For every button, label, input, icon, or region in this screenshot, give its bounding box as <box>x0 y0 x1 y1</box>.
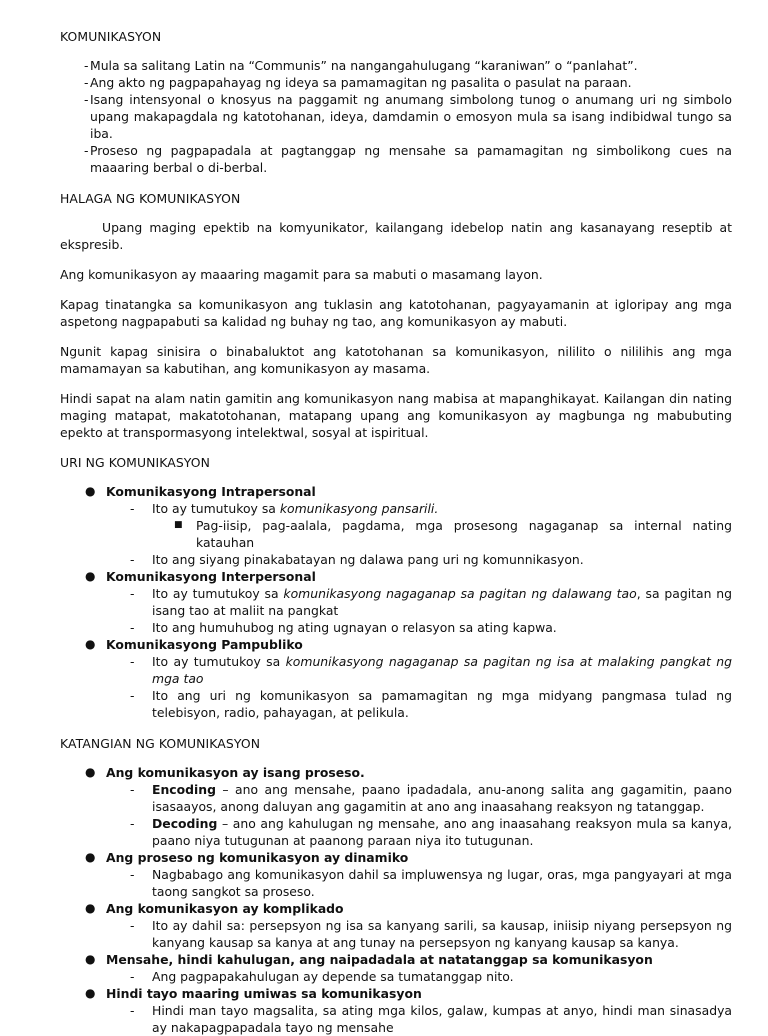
types-list <box>60 483 732 721</box>
characteristics-list <box>60 764 732 1036</box>
list-item: - Mula sa salitang Latin na “Communis” na nangangahulugang “karaniwan” o “panlahat”. <box>84 58 638 73</box>
sub-list <box>106 917 732 951</box>
list-item: ■ Pag-iisip, pag-aalala, pagdama, mga prosesong nagaganap sa internal nating katauhan <box>174 518 732 550</box>
sub-list <box>106 968 732 985</box>
list-item: ● Mensahe, hindi kahulugan, ang naipadadala at natatanggap sa komunikasyon - Ang pagpapakahulugan ay depende sa tumatanggap nito. <box>60 951 732 985</box>
paragraph: Kapag tinatangka sa komunikasyon ang tuklasin ang katotohanan, pagyayamanin at igloripay ang mga aspetong nagpapabuti sa kalidad ng buhay ng tao, ang komunikasyon ay mabuti. <box>60 297 732 329</box>
square-bullet-icon: ■ <box>174 520 183 530</box>
list-item: - Isang intensyonal o knosyus na paggamit ng anumang simbolong tunog o anumang uri ng simbolo upang makapagdala ng katotohanan, ideya, damdamin o emosyon mula sa isang indibidwal tungo sa iba. <box>84 92 732 141</box>
definition-list <box>60 57 732 176</box>
bullet-icon: ● <box>85 569 96 583</box>
sub-sub-list <box>152 517 732 551</box>
paragraph: Ngunit kapag sinisira o binabaluktot ang katotohanan sa komunikasyon, nililito o nililihis ang mga mamamayan sa kabutihan, ang komunikasyon ay masama. <box>60 344 732 376</box>
paragraph: Hindi sapat na alam natin gamitin ang komunikasyon nang mabisa at mapanghikayat. Kailangan din nating maging matapat, makatotohanan, matapang upang ang komunikasyon ay magbunga ng mabubuting epekto at transpormasyong intelektwal, sosyal at ispiritual. <box>60 391 732 440</box>
list-item: - Ito ang siyang pinakabatayan ng dalawa pang uri ng komunnikasyon. <box>130 552 584 567</box>
list-item: - Ito ay tumutukoy sa komunikasyong nagaganap sa pagitan ng dalawang tao, sa pagitan ng isang tao at maliit na pangkat <box>130 586 732 618</box>
list-item: - Nagbabago ang komunikasyon dahil sa impluwensya ng lugar, oras, mga pangyayari at mga taong sangkot sa proseso. <box>130 867 732 899</box>
list-item: - Ito ay dahil sa: persepsyon ng isa sa kanyang sarili, sa kausap, iniisip niyang persepsyon ng kanyang kausap sa kanya at ang tunay na persepsyon ng kanyang kausap sa kanya. <box>130 918 732 950</box>
list-item: ● Ang komunikasyon ay isang proseso. - Encoding – ano ang mensahe, paano ipadadala, anu-anong salita ang gagamitin, paano isasaayos, anong daluyan ang gagamitin at ano ang inaasahang reaksyon ng tatanggap. - Decoding – ano ang kahulugan ng mensahe, ano ang inaasahang reaksyon mula sa kanya, paano niya tutugunan at paanong paraan niya ito tutugunan. <box>85 765 732 848</box>
bullet-icon: ● <box>85 986 96 1000</box>
list-item: - Ito ay tumutukoy sa komunikasyong nagaganap sa pagitan ng isa at malaking pangkat ng mga tao <box>130 654 732 686</box>
bullet-icon: ● <box>85 765 96 779</box>
paragraph: Ang komunikasyon ay maaaring magamit para sa mabuti o masamang layon. <box>60 267 543 282</box>
sub-list <box>106 1002 732 1036</box>
sub-list <box>106 585 732 636</box>
list-item: ● Hindi tayo maaring umiwas sa komunikasyon - Hindi man tayo magsalita, sa ating mga kilos, galaw, kumpas at anyo, hindi man sinasadya ay nakapagpapadala tayo ng mensahe <box>85 986 732 1035</box>
list-item: - Ito ang uri ng komunikasyon sa pamamagitan ng mga midyang pangmasa tulad ng telebisyon, radio, pahayagan, at pelikula. <box>130 688 732 720</box>
bullet-icon: ● <box>85 850 96 864</box>
list-item: - Proseso ng pagpapadala at pagtanggap ng mensahe sa pamamagitan ng simbolikong cues na maaaring berbal o di-berbal. <box>84 143 732 175</box>
list-item-intrapersonal: ● Komunikasyong Intrapersonal - Ito ay tumutukoy sa komunikasyong pansarili. ■ Pag-iisip, pag-aalala, pagdama, mga prosesong nagaganap sa internal nating katauhan - Ito ang siyang pinakabatayan ng dalawa pang uri ng komunnikasyon. <box>85 484 732 567</box>
paragraph: Upang maging epektib na komyunikator, kailangang idebelop natin ang kasanayang reseptib at ekspresib. <box>60 220 732 252</box>
sub-list <box>106 866 732 900</box>
sub-list <box>106 500 732 568</box>
section-heading-uri: URI NG KOMUNIKASYON <box>60 455 211 470</box>
bullet-icon: ● <box>85 637 96 651</box>
list-item: ● Ang proseso ng komunikasyon ay dinamiko - Nagbabago ang komunikasyon dahil sa impluwensya ng lugar, oras, mga pangyayari at mga taong sangkot sa proseso. <box>85 850 732 899</box>
section-heading-komunikasyon: KOMUNIKASYON <box>60 29 162 44</box>
list-item: - Ito ang humuhubog ng ating ugnayan o relasyon sa ating kapwa. <box>130 620 557 635</box>
list-item: - Hindi man tayo magsalita, sa ating mga kilos, galaw, kumpas at anyo, hindi man sinasadya ay nakapagpapadala tayo ng mensahe <box>130 1003 732 1035</box>
list-item-pampubliko: ● Komunikasyong Pampubliko - Ito ay tumutukoy sa komunikasyong nagaganap sa pagitan ng isa at malaking pangkat ng mga tao - Ito ang uri ng komunikasyon sa pamamagitan ng mga midyang pangmasa tulad ng telebisyon, radio, pahayagan, at pelikula. <box>85 637 732 720</box>
list-item: - Ang akto ng pagpapahayag ng ideya sa pamamagitan ng pasalita o pasulat na paraan. <box>84 75 632 90</box>
list-item: - Encoding – ano ang mensahe, paano ipadadala, anu-anong salita ang gagamitin, paano isasaayos, anong daluyan ang gagamitin at ano ang inaasahang reaksyon ng tatanggap. <box>130 782 732 814</box>
section-heading-halaga: HALAGA NG KOMUNIKASYON <box>60 191 241 206</box>
bullet-icon: ● <box>85 484 96 498</box>
sub-list <box>106 781 732 849</box>
list-item: - Ito ay tumutukoy sa komunikasyong pansarili. ■ Pag-iisip, pag-aalala, pagdama, mga prosesong nagaganap sa internal nating katauhan <box>130 501 732 550</box>
sub-list <box>106 653 732 721</box>
list-item: ● Ang komunikasyon ay komplikado - Ito ay dahil sa: persepsyon ng isa sa kanyang sarili, sa kausap, iniisip niyang persepsyon ng kanyang kausap sa kanya at ang tunay na persepsyon ng kanyang kausap sa kanya. <box>85 901 732 950</box>
bullet-icon: ● <box>85 952 96 966</box>
list-item: - Decoding – ano ang kahulugan ng mensahe, ano ang inaasahang reaksyon mula sa kanya, paano niya tutugunan at paanong paraan niya ito tutugunan. <box>130 816 732 848</box>
list-item: - Ang pagpapakahulugan ay depende sa tumatanggap nito. <box>130 969 514 984</box>
section-heading-katangian: KATANGIAN NG KOMUNIKASYON <box>60 736 261 751</box>
bullet-icon: ● <box>85 901 96 915</box>
list-item-interpersonal: ● Komunikasyong Interpersonal - Ito ay tumutukoy sa komunikasyong nagaganap sa pagitan ng dalawang tao, sa pagitan ng isang tao at maliit na pangkat - Ito ang humuhubog ng ating ugnayan o relasyon sa ating kapwa. <box>85 569 732 635</box>
